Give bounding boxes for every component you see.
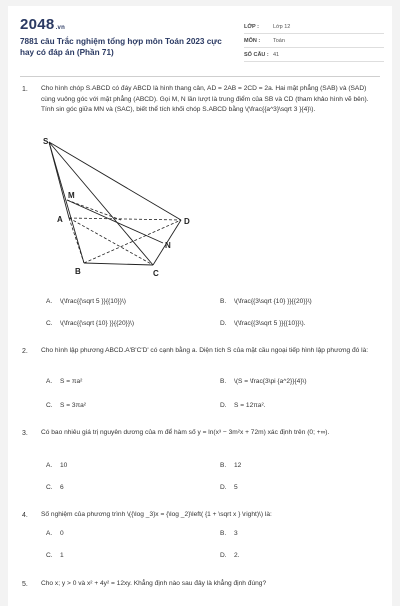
meta-row-class (244, 20, 384, 34)
option-text: \(S = \frac{3\pi {a^2}}{4}\) (234, 378, 307, 385)
option-a[interactable] (46, 378, 82, 385)
meta-key: MÔN : (244, 37, 261, 44)
label-m: M (68, 191, 75, 200)
question-text: Có bao nhiêu giá trị nguyên dương của m để hàm số y = ln(x³ − 3m²x + 72m) xác định trên (0; +∞). (41, 429, 330, 436)
option-c[interactable] (46, 320, 134, 327)
option-text: S = 3πa² (60, 402, 86, 409)
option-text: 1 (60, 552, 64, 559)
option-text: S = 12πa². (234, 402, 266, 409)
document-title: 7881 câu Trắc nghiệm tổng hợp môn Toán 2023 cực hay có đáp án (Phần 71) (20, 37, 222, 57)
question-number: 5. (22, 581, 28, 588)
meta-key: SỐ CÂU : (244, 51, 269, 58)
edge-ad-hidden (69, 218, 181, 220)
option-text: 10 (60, 462, 68, 469)
option-label: A. (46, 378, 53, 385)
option-b[interactable] (220, 530, 238, 537)
meta-row-count (244, 48, 384, 62)
meta-row-subject (244, 34, 384, 48)
option-label: C. (46, 320, 53, 327)
edge-bc (84, 263, 153, 265)
question-number: 1. (22, 86, 28, 93)
option-b[interactable] (220, 378, 307, 385)
edge-sd (49, 142, 181, 220)
option-label: B. (220, 298, 227, 305)
option-text: 2. (234, 552, 240, 559)
option-text: \(\frac{{\sqrt {10} }}{{20}}\) (60, 320, 135, 327)
logo-suffix: .vn (55, 25, 66, 31)
question-number: 4. (22, 512, 28, 519)
option-text: \(\frac{{3\sqrt 5 }}{{10}}\). (234, 320, 306, 327)
option-a[interactable] (46, 298, 126, 305)
option-label: A. (46, 462, 53, 469)
option-label: C. (46, 484, 53, 491)
option-a[interactable] (46, 530, 64, 537)
edge-sc (49, 142, 153, 265)
question-number: 2. (22, 348, 28, 355)
option-text: 0 (60, 530, 64, 537)
label-n: N (165, 241, 171, 250)
label-s: S (43, 138, 49, 146)
option-a[interactable] (46, 462, 67, 469)
option-c[interactable] (46, 552, 64, 559)
option-b[interactable] (220, 462, 241, 469)
segment-mn (67, 200, 163, 243)
option-label: B. (220, 462, 227, 469)
meta-value: 41 (273, 51, 280, 58)
document-meta (244, 20, 384, 62)
option-text: 5 (234, 484, 238, 491)
option-d[interactable] (220, 402, 266, 409)
option-label: D. (220, 320, 227, 327)
diagonal-ac-hidden (69, 218, 153, 265)
option-label: B. (220, 378, 227, 385)
option-label: D. (220, 402, 227, 409)
logo-text: 2048 (20, 16, 55, 33)
option-label: A. (46, 298, 53, 305)
question-text: Cho x; y > 0 và x² + 4y² = 12xy. Khẳng định nào sau đây là khẳng định đúng? (41, 580, 267, 587)
header-divider (20, 76, 380, 77)
meta-value: Lớp 12 (273, 23, 291, 30)
label-a: A (57, 215, 63, 224)
edge-ab-hidden (69, 218, 84, 263)
option-c[interactable] (46, 402, 86, 409)
option-text: 12 (234, 462, 242, 469)
option-text: \(\frac{{3\sqrt {10} }}{{20}}\) (234, 298, 312, 305)
question-text: Cho hình chóp S.ABCD có đáy ABCD là hình thang cân, AD = 2AB = 2CD = 2a. Hai mặt phẳng (SAB) và (SAD) cùng vuông góc với mặt phẳng (ABCD). Gọi M, N lần lượt là trung điểm của SB và CD (tham khảo hình vẽ bên). Tính sin góc giữa MN và (SAC), biết thể tích khối chóp S.ABCD bằng \(\frac{{a^3}\sqrt 3 }{4}\). (41, 85, 369, 114)
edge-sb (49, 142, 84, 263)
option-text: \(\frac{{\sqrt 5 }}{{10}}\) (60, 298, 126, 305)
label-c: C (153, 269, 159, 278)
option-d[interactable] (220, 552, 240, 559)
meta-key: LỚP : (244, 23, 259, 30)
option-d[interactable] (220, 320, 306, 327)
pyramid-figure (41, 138, 201, 283)
option-label: C. (46, 552, 53, 559)
question-text: Cho hình lập phương ABCD.A'B'C'D' có cạnh bằng a. Diện tích S của mặt cầu ngoại tiếp hình lập phương đó là: (41, 347, 369, 354)
option-label: D. (220, 484, 227, 491)
site-logo[interactable] (20, 16, 65, 33)
option-c[interactable] (46, 484, 64, 491)
option-text: S = πa² (60, 378, 83, 385)
document-page (8, 6, 392, 606)
label-d: D (184, 217, 190, 226)
meta-value: Toán (273, 37, 285, 44)
option-d[interactable] (220, 484, 238, 491)
option-text: 3 (234, 530, 238, 537)
option-text: 6 (60, 484, 64, 491)
option-label: C. (46, 402, 53, 409)
option-label: D. (220, 552, 227, 559)
label-b: B (75, 267, 81, 276)
option-label: B. (220, 530, 227, 537)
question-text: Số nghiệm của phương trình \({\log _3}x = {\log _2}\left( {1 + \sqrt x } \right)\) là: (41, 511, 272, 518)
option-b[interactable] (220, 298, 312, 305)
option-label: A. (46, 530, 53, 537)
question-number: 3. (22, 430, 28, 437)
document-header (8, 6, 392, 68)
